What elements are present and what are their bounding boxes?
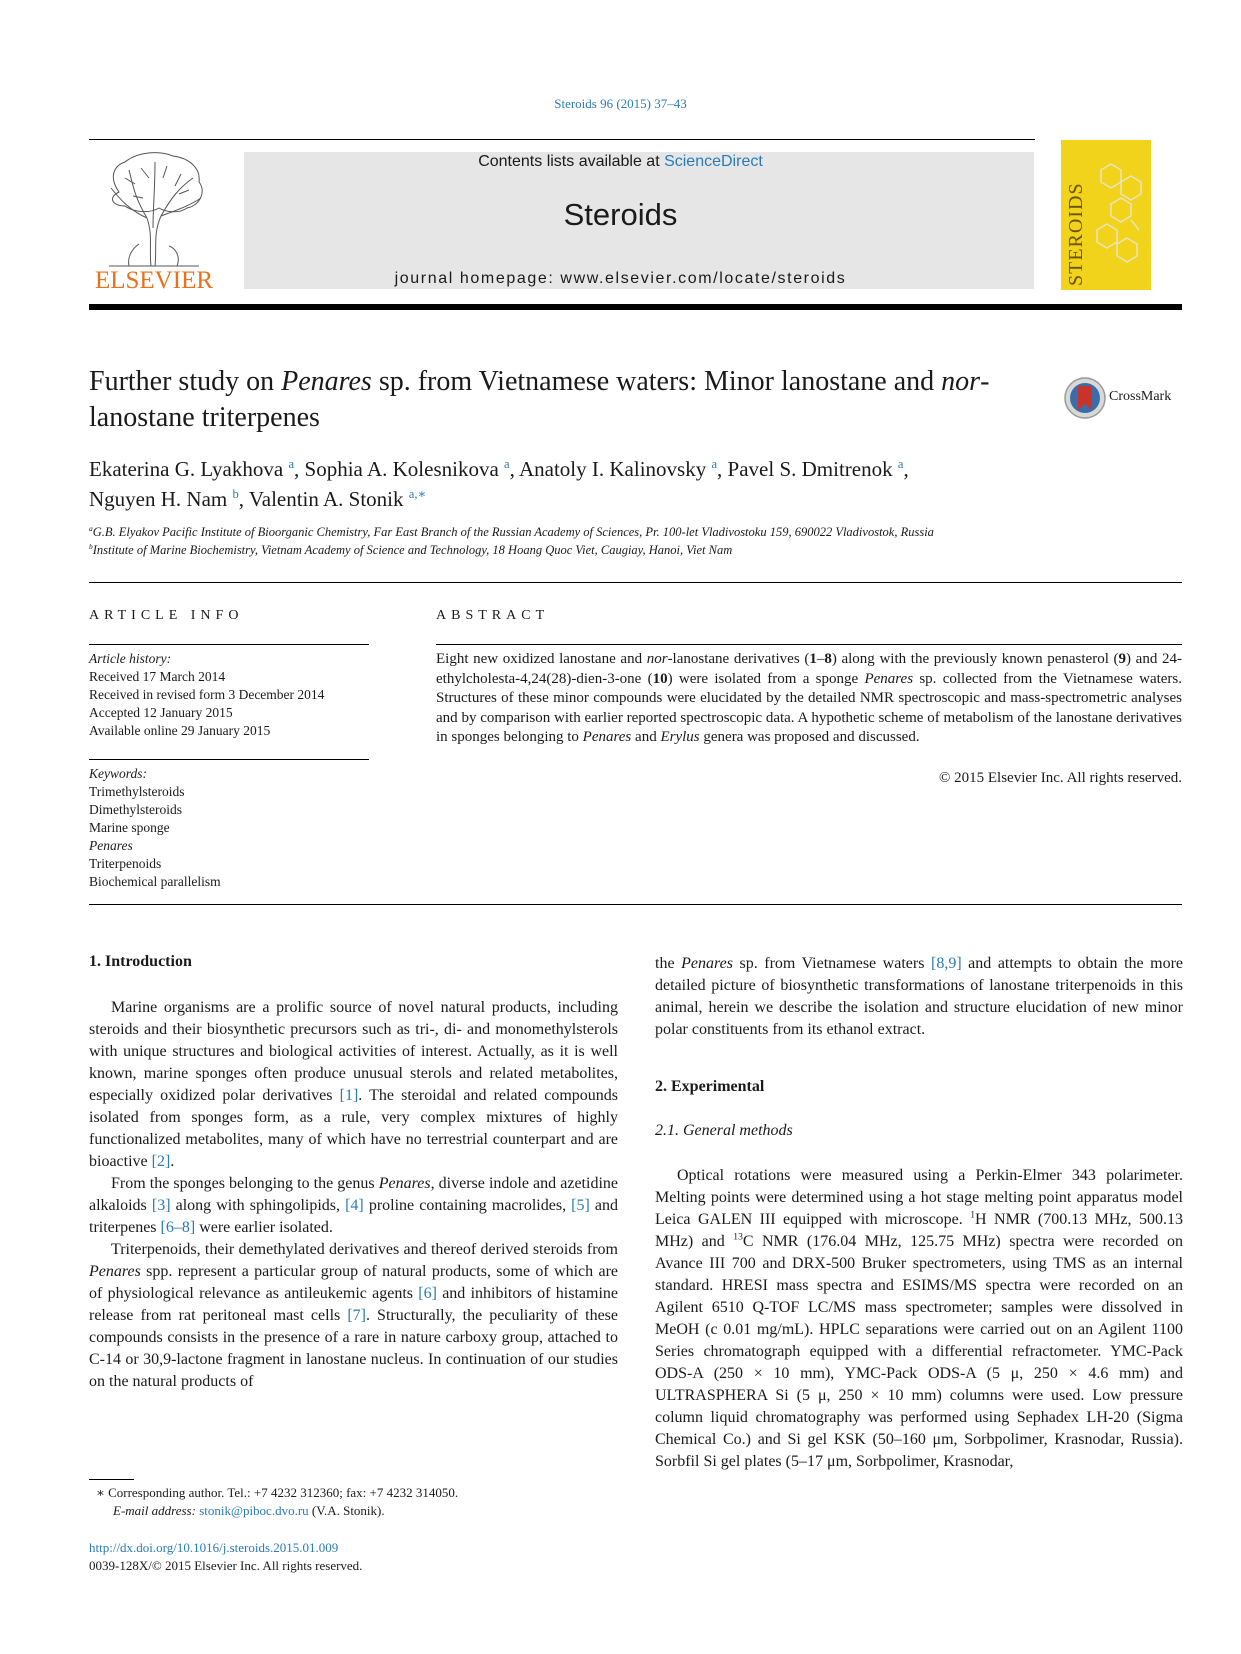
cover-title: STEROIDS [1065, 182, 1087, 286]
article-info-heading: ARTICLE INFO [89, 608, 244, 623]
keyword: Penares [89, 838, 133, 853]
citation-link[interactable]: [6–8] [160, 1219, 196, 1236]
abstract-heading: ABSTRACT [436, 608, 550, 623]
divider [436, 644, 1182, 645]
email-link[interactable]: stonik@piboc.dvo.ru [199, 1503, 309, 1518]
citation-link[interactable]: [1] [339, 1087, 359, 1104]
intro-continued [655, 953, 1183, 1041]
contents-line [0, 153, 1241, 171]
header-top-rule [89, 139, 1035, 140]
methods-body [655, 1165, 1183, 1473]
citation-link[interactable]: [5] [571, 1197, 590, 1214]
journal-reference[interactable]: Steroids 96 (2015) 37–43 [554, 96, 687, 111]
corresponding-author-note: ∗ Corresponding author. Tel.: +7 4232 312360; fax: +7 4232 314050. E-mail address: stonik@piboc.dvo.ru (V.A. Stonik). [96, 1485, 459, 1518]
divider [89, 582, 1182, 583]
author: Anatoly I. Kalinovsky $^a$ [518, 457, 718, 481]
divider [89, 759, 369, 760]
keyword: Biochemical parallelism [89, 874, 221, 889]
header-thick-rule [89, 304, 1182, 310]
contents-prefix: Contents lists available at [478, 153, 665, 170]
journal-homepage[interactable]: journal homepage: www.elsevier.com/locate/steroids [394, 270, 847, 287]
history-item: Accepted 12 January 2015 [89, 705, 233, 720]
paragraph: Triterpenoids, their demethylated derivatives and thereof derived steroids from Penares spp. represent a particular group of natural products, some of which are of physiological relevance as antileukemic agents [6] and inhibitors of histamine release from rat peritoneal mast cells [7]. Structurally, the peculiarity of these compounds consists in the presence of a rare in nature carboxy group, attached to C-14 or 30,9-lactone fragment in lanostane nucleus. In continuation of our studies on the natural products of [89, 1241, 619, 1390]
author-list: Ekaterina G. Lyakhova $^a$, Sophia A. Kolesnikova $^a$, Anatoly I. Kalinovsky $^a$, Pavel S. Dmitrenok $^a$, Nguyen H. Nam $^b$, Valentin A. Stonik $^{a,∗}$ [89, 457, 909, 511]
subsection-heading-general-methods: 2.1. General methods [655, 1122, 793, 1139]
author: Nguyen H. Nam $^b$ [89, 487, 239, 511]
article-history: Article history: Received 17 March 2014 Received in revised form 3 December 2014 Accepted 12 January 2015 Available online 29 January 2015 [89, 650, 379, 740]
citation-link[interactable]: [2] [151, 1153, 171, 1170]
history-item: Received 17 March 2014 [89, 669, 226, 684]
affiliation-a: $^a$G.B. Elyakov Pacific Institute of Bioorganic Chemistry, Far East Branch of the Russian Academy of Sciences, Pr. 100-let Vladivostoku 159, 690022 Vladivostok, Russia [89, 523, 934, 539]
footnote-rule [89, 1479, 134, 1480]
crossmark-icon [1063, 376, 1107, 420]
sciencedirect-link[interactable]: ScienceDirect [664, 153, 763, 170]
divider [89, 644, 369, 645]
keyword: Triterpenoids [89, 856, 162, 871]
author: Sophia A. Kolesnikova $^a$ [304, 457, 510, 481]
journal-cover [1061, 140, 1151, 290]
abstract-text: Eight new oxidized lanostane and nor-lanostane derivatives (1–8) along with the previously known penasterol (9) and 24-ethylcholesta-4,24(28)-dien-3-one (10) were isolated from a sponge Penares sp. collected from the Vietnamese waters. Structures of these minor compounds were elucidated by the detailed NMR spectroscopic and mass-spectrometric analyses and by comparison with earlier reported spectroscopic data. A hypothetic scheme of metabolism of the lanostane derivatives in sponges belonging to Penares and Erylus genera was proposed and discussed. [436, 651, 1183, 745]
keyword: Dimethylsteroids [89, 802, 182, 817]
keywords: Keywords: Trimethylsteroids Dimethylsteroids Marine sponge Penares Triterpenoids Biochemical parallelism [89, 765, 379, 891]
citation-link[interactable]: [7] [347, 1307, 366, 1324]
citation-link[interactable]: [6] [418, 1285, 437, 1302]
crossmark-label[interactable]: CrossMark [1109, 389, 1172, 404]
history-item: Available online 29 January 2015 [89, 723, 271, 738]
affiliation-b: $^b$Institute of Marine Biochemistry, Vietnam Academy of Science and Technology, 18 Hoang Quoc Viet, Caugiay, Hanoi, Viet Nam [89, 541, 733, 557]
author: Valentin A. Stonik $^{a,∗}$ [248, 487, 427, 511]
paragraph: Marine organisms are a prolific source of novel natural products, including steroids and their biosynthetic precursors such as tri-, di- and monomethylsterols with unique structures and biological activities of interest. Actually, as it is well known, marine sponges often produce unusual sterols and related metabolites, especially oxidized polar derivatives [1]. The steroidal and related compounds isolated from sponges form, as a rule, very complex mixtures of highly functionalized metabolites, many of which have no terrestrial counterpart and are bioactive [2]. [89, 999, 618, 1170]
keyword: Trimethylsteroids [89, 784, 185, 799]
paragraph: Optical rotations were measured using a Perkin-Elmer 343 polarimeter. Melting points were determined using a hot stage melting point apparatus model Leica GALEN III equipped with microscope. $^1$H NMR (700.13 MHz, 500.13 MHz) and $^{13}$C NMR (176.04 MHz, 125.75 MHz) spectra were recorded on Avance III 700 and DRX-500 Bruker spectrometers, using TMS as an internal standard. HRESI mass spectra and ESIMS/MS spectra were recorded on an Agilent 6510 Q-TOF LC/MS mass spectrometer; samples were dissolved in MeOH (c 0.01 mg/mL). HPLC separations were carried out on an Agilent 1100 Series chromatograph equipped with a differential refractometer. YMC-Pack ODS-A (250 × 10 mm), YMC-Pack ODS-A (5 μ, 250 × 4.6 mm) and ULTRASPHERA Si (5 μ, 250 × 10 mm) columns were used. Low pressure column liquid chromatography was performed using Sephadex LH-20 (Sigma Chemical Co.) and Si gel KSK (50–160 μm, Sorbpolimer, Krasnodar, Russia). Sorbfil Si gel plates (5–17 μm, Sorbpolimer, Krasnodar, [655, 1167, 1184, 1470]
issn-line: 0039-128X/© 2015 Elsevier Inc. All rights reserved. [89, 1558, 363, 1573]
citation-link[interactable]: [4] [345, 1197, 364, 1214]
citation-link[interactable]: [3] [151, 1197, 171, 1214]
citation-link[interactable]: [8,9] [930, 955, 962, 972]
doi-link[interactable]: http://dx.doi.org/10.1016/j.steroids.2015.01.009 [89, 1540, 339, 1555]
history-item: Received in revised form 3 December 2014 [89, 687, 325, 702]
abstract-copyright: © 2015 Elsevier Inc. All rights reserved. [938, 770, 1182, 786]
paragraph: the Penares sp. from Vietnamese waters [8,9] and attempts to obtain the more detailed picture of biosynthetic transformations of lanostane triterpenoids in this animal, herein we describe the isolation and structure elucidation of new minor polar constituents from its ethanol extract. [655, 955, 1184, 1038]
section-heading-introduction: 1. Introduction [89, 953, 192, 970]
author: Ekaterina G. Lyakhova $^a$ [89, 457, 295, 481]
crossmark-badge[interactable] [1063, 376, 1107, 425]
paragraph: From the sponges belonging to the genus Penares, diverse indole and azetidine alkaloids [3] along with sphingolipids, [4] proline containing macrolides, [5] and triterpenes [6–8] were earlier isolated. [89, 1175, 618, 1236]
section-heading-experimental: 2. Experimental [655, 1078, 765, 1095]
keyword: Marine sponge [89, 820, 170, 835]
divider [89, 904, 1182, 905]
journal-title: Steroids [563, 197, 678, 232]
publisher-wordmark: ELSEVIER [94, 267, 214, 294]
article-title: Further study on Penares sp. from Vietnamese waters: Minor lanostane and nor-lanostane triterpenes [89, 366, 990, 433]
author: Pavel S. Dmitrenok $^a$ [727, 457, 904, 481]
intro-body [89, 997, 618, 1393]
